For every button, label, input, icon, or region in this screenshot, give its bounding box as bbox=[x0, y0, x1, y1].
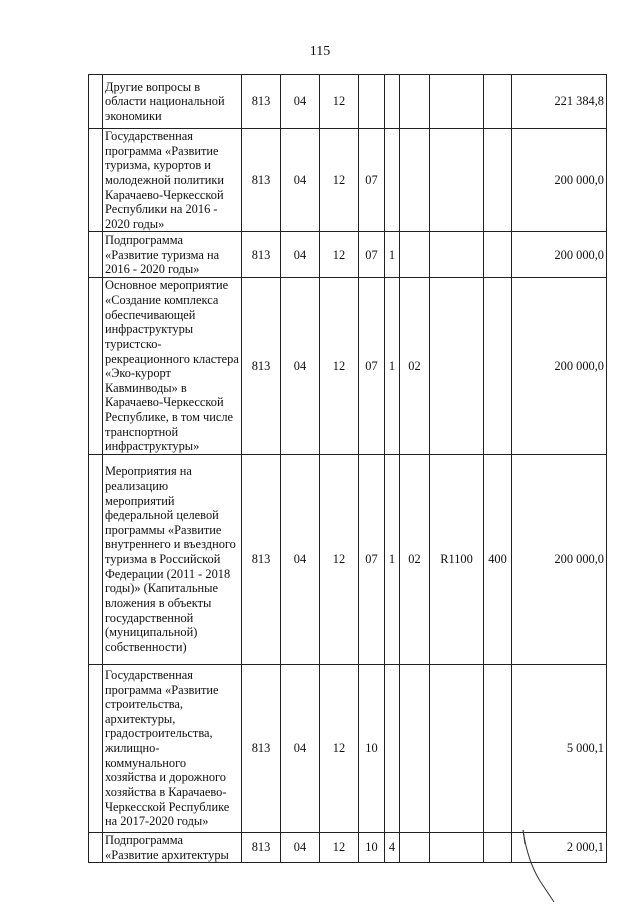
pr-cell: 12 bbox=[320, 278, 359, 455]
row-stub-cell bbox=[89, 232, 103, 278]
om-cell bbox=[400, 664, 430, 832]
row-stub-cell bbox=[89, 278, 103, 455]
vr-cell bbox=[484, 664, 512, 832]
budget-table bbox=[88, 74, 607, 863]
om-cell: 02 bbox=[400, 454, 430, 664]
rz-cell: 04 bbox=[281, 75, 320, 129]
amount-cell: 200 000,0 bbox=[512, 454, 607, 664]
ved-cell: 813 bbox=[242, 129, 281, 232]
pr-cell: 12 bbox=[320, 664, 359, 832]
pp-cell bbox=[385, 129, 400, 232]
vr-cell: 400 bbox=[484, 454, 512, 664]
gp-cell: 07 bbox=[359, 454, 385, 664]
ved-cell: 813 bbox=[242, 278, 281, 455]
item-name-cell: Подпрограмма «Развитие туризма на 2016 - 2020 годы» bbox=[103, 232, 242, 278]
gp-cell: 07 bbox=[359, 232, 385, 278]
dir-cell bbox=[430, 232, 484, 278]
rz-cell: 04 bbox=[281, 232, 320, 278]
gp-cell: 10 bbox=[359, 664, 385, 832]
vr-cell bbox=[484, 129, 512, 232]
pp-cell: 1 bbox=[385, 232, 400, 278]
dir-cell bbox=[430, 832, 484, 862]
row-stub-cell bbox=[89, 664, 103, 832]
table-row bbox=[89, 664, 607, 832]
dir-cell bbox=[430, 278, 484, 455]
table-row bbox=[89, 278, 607, 455]
table-row bbox=[89, 232, 607, 278]
item-name-cell: Подпрограмма «Развитие архитектуры bbox=[103, 832, 242, 862]
item-name-cell: Государственная программа «Развитие туризма, курортов и молодежной политики Карачаево-Черкесской Республики на 2016 - 2020 годы» bbox=[103, 129, 242, 232]
vr-cell bbox=[484, 832, 512, 862]
item-name-cell: Государственная программа «Развитие строительства, архитектуры, градостроительства, жилищно-коммунального хозяйства и дорожного хозяйства в Карачаево-Черкесской Республике на 2017-2020 годы» bbox=[103, 664, 242, 832]
pr-cell: 12 bbox=[320, 75, 359, 129]
row-stub-cell bbox=[89, 454, 103, 664]
rz-cell: 04 bbox=[281, 832, 320, 862]
item-name-cell: Другие вопросы в области национальной экономики bbox=[103, 75, 242, 129]
amount-cell: 221 384,8 bbox=[512, 75, 607, 129]
dir-cell bbox=[430, 75, 484, 129]
row-stub-cell bbox=[89, 129, 103, 232]
pp-cell bbox=[385, 75, 400, 129]
om-cell bbox=[400, 832, 430, 862]
rz-cell: 04 bbox=[281, 664, 320, 832]
pr-cell: 12 bbox=[320, 232, 359, 278]
dir-cell: R1100 bbox=[430, 454, 484, 664]
vr-cell bbox=[484, 75, 512, 129]
pen-mark bbox=[520, 826, 560, 904]
pp-cell: 1 bbox=[385, 454, 400, 664]
amount-cell: 5 000,1 bbox=[512, 664, 607, 832]
page-number: 115 bbox=[309, 44, 331, 59]
pp-cell: 1 bbox=[385, 278, 400, 455]
pp-cell: 4 bbox=[385, 832, 400, 862]
table-row bbox=[89, 75, 607, 129]
pr-cell: 12 bbox=[320, 454, 359, 664]
table-row bbox=[89, 129, 607, 232]
ved-cell: 813 bbox=[242, 664, 281, 832]
om-cell bbox=[400, 129, 430, 232]
row-stub-cell bbox=[89, 832, 103, 862]
ved-cell: 813 bbox=[242, 232, 281, 278]
gp-cell: 10 bbox=[359, 832, 385, 862]
item-name-cell: Мероприятия на реализацию мероприятий федеральной целевой программы «Развитие внутреннего и въездного туризма в Российской Федерации (2011 - 2018 годы)» (Капитальные вложения в объекты государственной (муниципальной) собственности) bbox=[103, 454, 242, 664]
rz-cell: 04 bbox=[281, 129, 320, 232]
vr-cell bbox=[484, 278, 512, 455]
dir-cell bbox=[430, 664, 484, 832]
gp-cell: 07 bbox=[359, 129, 385, 232]
row-stub-cell bbox=[89, 75, 103, 129]
amount-cell: 200 000,0 bbox=[512, 232, 607, 278]
pp-cell bbox=[385, 664, 400, 832]
amount-cell: 200 000,0 bbox=[512, 278, 607, 455]
rz-cell: 04 bbox=[281, 454, 320, 664]
rz-cell: 04 bbox=[281, 278, 320, 455]
gp-cell bbox=[359, 75, 385, 129]
amount-cell: 200 000,0 bbox=[512, 129, 607, 232]
pr-cell: 12 bbox=[320, 129, 359, 232]
ved-cell: 813 bbox=[242, 75, 281, 129]
dir-cell bbox=[430, 129, 484, 232]
amount-cell: 2 000,1 bbox=[512, 832, 607, 862]
item-name-cell: Основное мероприятие «Создание комплекса обеспечивающей инфраструктуры туристско-рекреационного кластера «Эко-курорт Кавминводы» в Карачаево-Черкесской Республике, в том числе транспортной инфраструктуры» bbox=[103, 278, 242, 455]
table-row bbox=[89, 454, 607, 664]
gp-cell: 07 bbox=[359, 278, 385, 455]
vr-cell bbox=[484, 232, 512, 278]
pr-cell: 12 bbox=[320, 832, 359, 862]
ved-cell: 813 bbox=[242, 832, 281, 862]
om-cell bbox=[400, 232, 430, 278]
ved-cell: 813 bbox=[242, 454, 281, 664]
om-cell: 02 bbox=[400, 278, 430, 455]
om-cell bbox=[400, 75, 430, 129]
